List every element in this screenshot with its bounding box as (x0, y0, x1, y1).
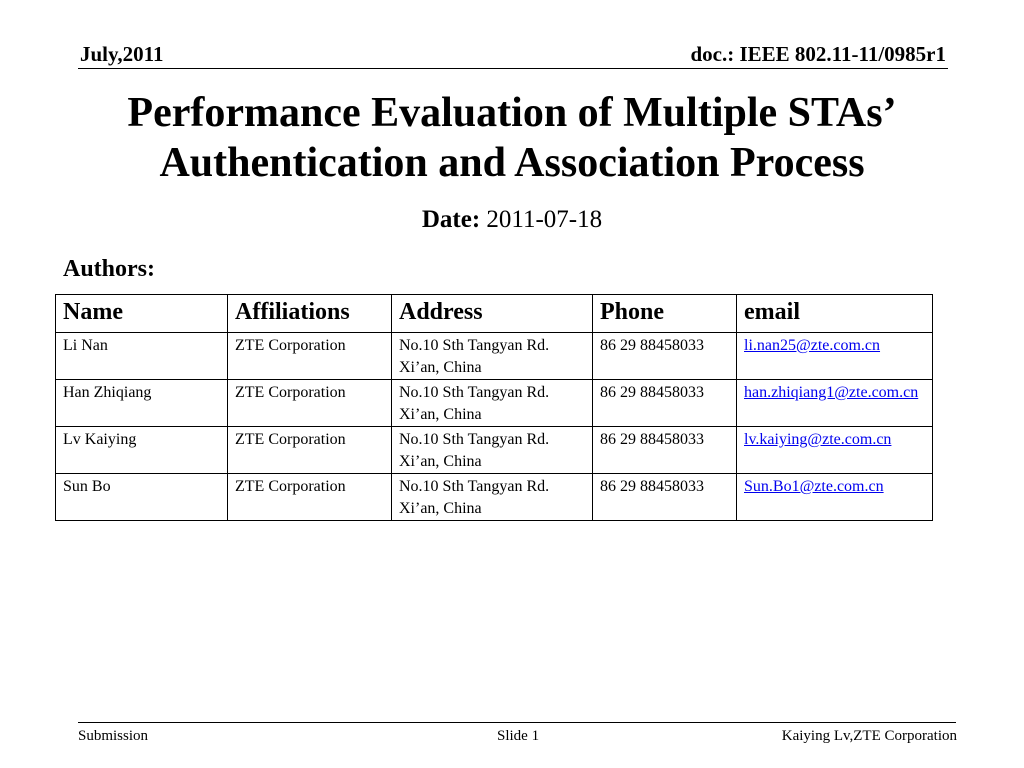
author-email-link[interactable]: li.nan25@zte.com.cn (744, 337, 881, 354)
author-phone: 86 29 88458033 (593, 333, 737, 380)
footer-submission: Submission (78, 728, 149, 744)
author-email-cell (737, 427, 933, 474)
header-doc-id: doc.: IEEE 802.11-11/0985r1 (690, 42, 946, 66)
table-row (56, 474, 933, 521)
footer-author: Kaiying Lv,ZTE Corporation (781, 728, 957, 744)
author-address (392, 474, 593, 521)
address-line-2: Xi’an, China (399, 500, 482, 517)
author-affiliation: ZTE Corporation (228, 474, 392, 521)
author-email-cell (737, 474, 933, 521)
date-label: Date: (421, 206, 481, 233)
author-email-link[interactable]: han.zhiqiang1@zte.com.cn (744, 384, 919, 401)
author-address (392, 380, 593, 427)
address-line-2: Xi’an, China (399, 359, 482, 376)
address-line-2: Xi’an, China (399, 453, 482, 470)
column-header-email: email (737, 295, 933, 333)
author-address (392, 333, 593, 380)
author-affiliation: ZTE Corporation (228, 427, 392, 474)
author-email-cell (737, 380, 933, 427)
header-divider (78, 68, 948, 69)
address-line-1: No.10 Sth Tangyan Rd. (399, 431, 550, 448)
author-phone: 86 29 88458033 (593, 427, 737, 474)
column-header-address: Address (392, 295, 593, 333)
author-name: Lv Kaiying (56, 427, 228, 474)
table-row (56, 333, 933, 380)
author-name: Sun Bo (56, 474, 228, 521)
footer-divider (78, 722, 956, 723)
author-email-link[interactable]: lv.kaiying@zte.com.cn (744, 431, 892, 448)
title-line-1: Performance Evaluation of Multiple STAs’ (127, 90, 897, 136)
address-line-1: No.10 Sth Tangyan Rd. (399, 337, 550, 354)
author-address (392, 427, 593, 474)
column-header-name: Name (56, 295, 228, 333)
table-row (56, 380, 933, 427)
author-phone: 86 29 88458033 (593, 380, 737, 427)
header-date: July,2011 (80, 42, 164, 66)
column-header-affiliations: Affiliations (228, 295, 392, 333)
slide-title (40, 88, 984, 188)
date-line (0, 206, 1024, 234)
author-name: Li Nan (56, 333, 228, 380)
author-name: Han Zhiqiang (56, 380, 228, 427)
address-line-2: Xi’an, China (399, 406, 482, 423)
author-affiliation: ZTE Corporation (228, 380, 392, 427)
author-affiliation: ZTE Corporation (228, 333, 392, 380)
address-line-1: No.10 Sth Tangyan Rd. (399, 478, 550, 495)
column-header-phone: Phone (593, 295, 737, 333)
author-phone: 86 29 88458033 (593, 474, 737, 521)
title-line-2: Authentication and Association Process (159, 140, 865, 186)
date-value: 2011-07-18 (486, 206, 603, 233)
table-row (56, 427, 933, 474)
footer-slide-number: Slide 1 (497, 728, 540, 744)
address-line-1: No.10 Sth Tangyan Rd. (399, 384, 550, 401)
author-email-cell (737, 333, 933, 380)
table-header-row (56, 295, 933, 333)
authors-table (55, 294, 933, 521)
authors-heading: Authors: (63, 256, 156, 282)
author-email-link[interactable]: Sun.Bo1@zte.com.cn (744, 478, 884, 495)
